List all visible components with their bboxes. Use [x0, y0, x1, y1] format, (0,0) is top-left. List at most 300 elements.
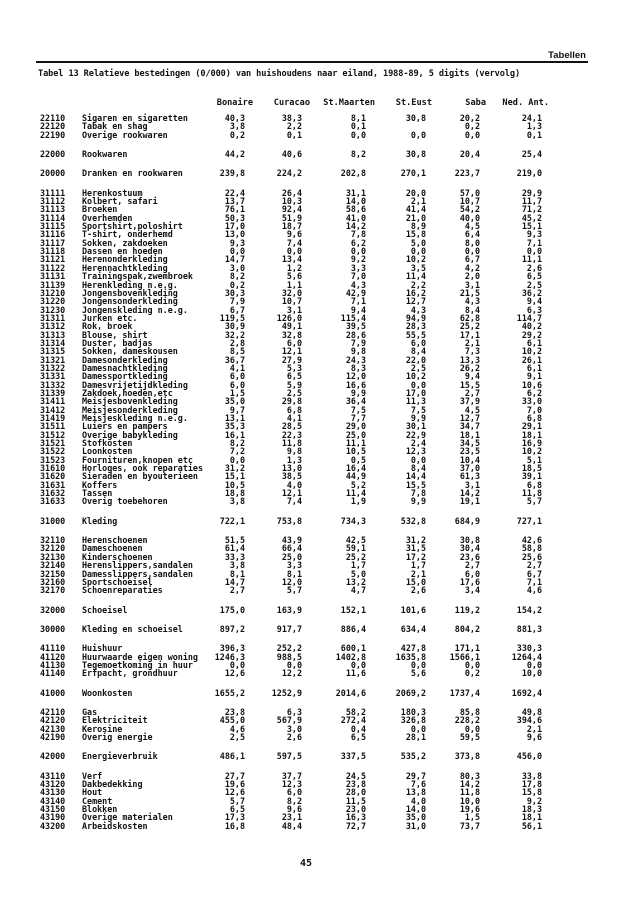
row-value: 26,4 [281, 187, 302, 198]
row-value: 31,2 [405, 535, 426, 546]
row-value: 57,0 [459, 187, 480, 198]
row-value: 9,9 [410, 496, 426, 507]
row-value: 897,2 [219, 623, 245, 634]
row-value: 11,4 [345, 488, 366, 499]
row-label: Arbeidskosten [82, 820, 148, 831]
row-code: 31511 [40, 421, 66, 432]
row-code: 31620 [40, 471, 66, 482]
row-value: 2,7 [464, 387, 480, 398]
row-value: 597,5 [276, 751, 302, 762]
row-label: Huishuur [82, 643, 123, 654]
row-value: 25,2 [345, 551, 366, 562]
row-value: 14,2 [459, 779, 480, 789]
row-value: 29,7 [405, 770, 426, 781]
row-value: 6,0 [410, 337, 426, 348]
row-value: 25,0 [345, 429, 366, 440]
row-value: 30,8 [459, 535, 480, 546]
row-value: 6,4 [464, 229, 480, 240]
row-value: 30,3 [224, 287, 245, 298]
row-value: 15,0 [405, 576, 426, 587]
row-value: 9,6 [286, 229, 302, 240]
row-value: 6,7 [526, 568, 542, 579]
row-value: 20,2 [459, 113, 480, 123]
row-value: 4,1 [286, 413, 302, 423]
row-value: 1692,4 [511, 687, 542, 698]
row-label: Damesvrijetijdkleding [82, 379, 188, 390]
row-value: 126,0 [276, 312, 302, 323]
row-value: 13,2 [345, 576, 366, 587]
row-label: Overhemden [82, 212, 133, 223]
row-value: 12,2 [281, 668, 302, 679]
row-value: 6,3 [286, 706, 302, 717]
row-label: Rok, broek [82, 321, 133, 332]
row-value: 3,0 [286, 723, 302, 734]
row-value: 373,8 [454, 751, 480, 762]
row-value: 19,6 [459, 804, 480, 815]
row-value: 51,5 [224, 535, 245, 546]
row-value: 2,8 [229, 337, 245, 348]
row-value: 28,1 [405, 731, 426, 742]
row-value: 12,6 [224, 668, 245, 679]
row-label: Dranken en rookwaren [82, 168, 183, 179]
row-value: 9,6 [286, 804, 302, 815]
row-value: 0,0 [350, 246, 366, 257]
row-code: 31331 [40, 371, 66, 382]
page-number: 45 [300, 858, 313, 869]
row-value: 17,8 [521, 779, 542, 789]
row-code: 32110 [40, 535, 66, 546]
row-value: 4,3 [410, 304, 426, 315]
row-value: 10,2 [405, 254, 426, 265]
row-value: 6,5 [526, 271, 542, 282]
row-value: 28,5 [281, 421, 302, 432]
row-value: 31,5 [405, 543, 426, 554]
row-code: 31631 [40, 479, 66, 490]
row-value: 12,0 [281, 576, 302, 587]
row-value: 753,8 [276, 515, 302, 526]
row-value: 48,4 [281, 820, 302, 831]
row-code: 22120 [40, 121, 66, 132]
row-code: 32130 [40, 551, 66, 562]
row-value: 18,7 [281, 221, 302, 232]
row-value: 0,0 [526, 659, 542, 670]
row-value: 1,3 [526, 121, 542, 132]
row-label: Overige rookwaren [82, 129, 168, 140]
row-value: 94,9 [405, 312, 426, 323]
table-row [0, 733, 630, 741]
row-value: 3,4 [464, 585, 480, 596]
row-label: Jurken etc. [82, 312, 138, 323]
row-value: 30,4 [459, 543, 480, 554]
row-value: 29,9 [521, 187, 542, 198]
row-value: 684,9 [454, 515, 480, 526]
row-value: 17,2 [405, 551, 426, 562]
row-label: Blouse, shirt [82, 329, 148, 340]
row-code: 43110 [40, 770, 66, 781]
row-label: Kolbert, safari [82, 196, 158, 207]
row-value: 10,2 [405, 371, 426, 382]
row-value: 3,0 [229, 262, 245, 273]
row-value: 14,2 [459, 488, 480, 499]
row-label: Sokken, zakdoeken [82, 237, 168, 248]
row-value: 0,0 [526, 246, 542, 257]
row-value: 17,0 [224, 221, 245, 232]
row-label: Blokken [82, 804, 118, 815]
row-value: 1,5 [464, 812, 480, 823]
row-value: 6,2 [350, 237, 366, 248]
row-value: 12,1 [281, 488, 302, 499]
row-value: 119,5 [219, 312, 245, 323]
row-value: 41,0 [345, 212, 366, 223]
table-row [0, 752, 630, 760]
row-value: 6,5 [229, 804, 245, 815]
row-value: 50,3 [224, 212, 245, 223]
row-value: 13,3 [459, 354, 480, 365]
row-value: 9,7 [229, 404, 245, 415]
row-label: Elektriciteit [82, 715, 148, 726]
row-code: 31522 [40, 446, 66, 457]
row-value: 734,3 [340, 515, 366, 526]
row-label: Meisjeskleding n.e.g. [82, 413, 188, 423]
row-value: 6,0 [286, 337, 302, 348]
row-value: 7,7 [350, 413, 366, 423]
row-value: 272,4 [340, 715, 366, 726]
row-value: 1252,9 [271, 687, 302, 698]
row-value: 30,1 [405, 421, 426, 432]
row-value: 0,2 [464, 668, 480, 679]
row-value: 14,2 [345, 221, 366, 232]
row-value: 10,5 [345, 446, 366, 457]
row-code: 31210 [40, 287, 66, 298]
row-value: 2,7 [464, 560, 480, 571]
row-code: 42110 [40, 706, 66, 717]
row-value: 36,4 [345, 396, 366, 407]
row-value: 38,5 [281, 471, 302, 482]
row-value: 7,0 [350, 271, 366, 282]
row-label: Herennachtkleding [82, 262, 168, 273]
table-row [0, 169, 630, 177]
row-value: 11,8 [281, 438, 302, 449]
row-value: 16,6 [345, 379, 366, 390]
row-value: 22,9 [405, 429, 426, 440]
row-value: 0,0 [229, 454, 245, 465]
row-value: 2,0 [464, 271, 480, 282]
row-value: 12,1 [281, 346, 302, 357]
row-value: 7,8 [410, 488, 426, 499]
row-code: 31332 [40, 379, 66, 390]
row-code: 31131 [40, 271, 66, 282]
row-value: 23,8 [224, 706, 245, 717]
row-value: 2014,6 [335, 687, 366, 698]
row-value: 1,5 [229, 387, 245, 398]
row-value: 8,4 [464, 304, 480, 315]
row-value: 71,2 [521, 204, 542, 215]
row-label: Sokken, dameskousen [82, 346, 178, 357]
row-value: 5,0 [410, 237, 426, 248]
row-label: Herenonderkleding [82, 254, 168, 265]
row-label: Koffers [82, 479, 118, 490]
row-value: 10,3 [281, 196, 302, 207]
row-code: 42000 [40, 751, 66, 762]
row-value: 2,6 [526, 262, 542, 273]
row-value: 3,8 [229, 496, 245, 507]
row-value: 13,8 [405, 787, 426, 798]
row-value: 600,1 [340, 643, 366, 654]
row-value: 532,8 [400, 515, 426, 526]
row-value: 455,0 [219, 715, 245, 726]
row-value: 2,1 [410, 196, 426, 207]
row-value: 5,7 [229, 795, 245, 806]
row-code: 43130 [40, 787, 66, 798]
row-value: 11,1 [345, 438, 366, 449]
row-value: 35,0 [405, 812, 426, 823]
row-value: 5,6 [286, 271, 302, 282]
row-label: Dassen en hoeden [82, 246, 163, 257]
row-value: 224,2 [276, 168, 302, 179]
row-value: 8,1 [229, 568, 245, 579]
row-code: 31411 [40, 396, 66, 407]
row-value: 9,3 [229, 237, 245, 248]
table-row [0, 131, 630, 139]
row-value: 722,1 [219, 515, 245, 526]
row-code: 31116 [40, 229, 66, 240]
column-header-curacao: Curacao [273, 98, 310, 108]
row-label: T-shirt, onderhemd [82, 229, 173, 240]
row-label: Schoeisel [82, 604, 128, 615]
row-value: 40,6 [281, 149, 302, 160]
row-value: 427,8 [400, 643, 426, 654]
row-value: 0,1 [526, 129, 542, 140]
row-value: 0,0 [464, 659, 480, 670]
row-code: 43150 [40, 804, 66, 815]
row-value: 6,8 [526, 479, 542, 490]
row-code: 32170 [40, 585, 66, 596]
row-code: 43140 [40, 795, 66, 806]
row-value: 59,5 [459, 731, 480, 742]
row-value: 4,0 [286, 479, 302, 490]
row-code: 41110 [40, 643, 66, 654]
row-value: 12,6 [224, 787, 245, 798]
row-value: 3,1 [464, 479, 480, 490]
row-value: 29,8 [281, 396, 302, 407]
row-code: 31632 [40, 488, 66, 499]
row-code: 31115 [40, 221, 66, 232]
row-value: 14,4 [405, 471, 426, 482]
row-code: 41140 [40, 668, 66, 679]
row-value: 24,3 [345, 354, 366, 365]
row-label: Gas [82, 706, 98, 717]
row-label: Cement [82, 795, 113, 806]
row-code: 31312 [40, 321, 66, 332]
row-value: 0,0 [464, 246, 480, 257]
row-value: 8,3 [350, 362, 366, 373]
row-label: Tegemoetkoming in huur [82, 659, 193, 670]
row-label: Dakbedekking [82, 779, 143, 789]
row-value: 31,1 [345, 187, 366, 198]
row-code: 31220 [40, 296, 66, 307]
row-value: 0,0 [229, 659, 245, 670]
row-value: 28,6 [345, 329, 366, 340]
row-value: 0,0 [410, 723, 426, 734]
row-label: Erfpacht, grondhuur [82, 668, 178, 679]
section-header: Tabellen [548, 50, 586, 61]
row-value: 7,5 [350, 404, 366, 415]
row-value: 6,1 [526, 362, 542, 373]
row-value: 13,0 [224, 229, 245, 240]
row-value: 14,7 [224, 576, 245, 587]
row-value: 15,1 [224, 471, 245, 482]
row-code: 31121 [40, 254, 66, 265]
row-label: Herenkostuum [82, 187, 143, 198]
row-value: 7,4 [286, 237, 302, 248]
row-value: 0,0 [410, 659, 426, 670]
row-label: Jongensbovenkleding [82, 287, 178, 298]
row-value: 27,7 [224, 770, 245, 781]
row-value: 24,5 [345, 770, 366, 781]
row-label: Overig energie [82, 731, 153, 742]
row-value: 2069,2 [395, 687, 426, 698]
row-value: 11,8 [459, 787, 480, 798]
row-value: 0,0 [350, 659, 366, 670]
row-value: 2,1 [526, 723, 542, 734]
row-label: Energieverbruik [82, 751, 158, 762]
row-value: 8,1 [286, 568, 302, 579]
row-code: 32160 [40, 576, 66, 587]
row-code: 31633 [40, 496, 66, 507]
row-value: 35,3 [224, 421, 245, 432]
row-value: 1655,2 [214, 687, 245, 698]
row-value: 4,5 [464, 221, 480, 232]
row-value: 1,7 [410, 560, 426, 571]
row-value: 4,6 [229, 723, 245, 734]
column-header-ned-ant: Ned. Ant. [502, 98, 549, 108]
row-value: 4,3 [464, 296, 480, 307]
row-value: 9,4 [526, 296, 542, 307]
row-value: 40,0 [459, 212, 480, 223]
row-value: 175,0 [219, 604, 245, 615]
row-value: 26,2 [459, 362, 480, 373]
row-value: 34,5 [459, 438, 480, 449]
row-value: 7,9 [350, 337, 366, 348]
row-value: 25,0 [281, 551, 302, 562]
row-value: 2,2 [286, 121, 302, 132]
row-value: 37,0 [459, 463, 480, 474]
row-value: 6,8 [526, 413, 542, 423]
row-code: 31339 [40, 387, 66, 398]
row-value: 73,7 [459, 820, 480, 831]
row-value: 8,2 [229, 271, 245, 282]
row-value: 55,5 [405, 329, 426, 340]
row-value: 44,9 [345, 471, 366, 482]
row-label: Horloges, ook reparaties [82, 463, 204, 474]
row-value: 12,0 [345, 371, 366, 382]
row-value: 0,0 [229, 246, 245, 257]
row-value: 15,5 [405, 479, 426, 490]
row-value: 4,6 [526, 585, 542, 596]
row-value: 7,6 [410, 779, 426, 789]
row-value: 12,3 [281, 779, 302, 789]
row-label: Loonkosten [82, 446, 133, 457]
row-value: 42,9 [345, 287, 366, 298]
row-value: 17,6 [459, 576, 480, 587]
row-value: 1,1 [286, 279, 302, 290]
row-value: 17,1 [459, 329, 480, 340]
row-label: Trainingspak,zwembroek [82, 271, 193, 282]
row-value: 1,7 [350, 560, 366, 571]
row-value: 20,4 [459, 149, 480, 160]
row-value: 16,2 [405, 287, 426, 298]
row-value: 239,8 [219, 168, 245, 179]
row-value: 9,3 [526, 229, 542, 240]
row-value: 5,7 [526, 496, 542, 507]
row-label: Verf [82, 770, 103, 781]
row-value: 881,3 [516, 623, 542, 634]
row-value: 19,1 [459, 496, 480, 507]
row-label: Tassen [82, 488, 113, 499]
row-value: 0,0 [464, 723, 480, 734]
row-label: Fournituren,knopen etc [82, 454, 193, 465]
table-row [0, 517, 630, 525]
row-value: 917,7 [276, 623, 302, 634]
row-value: 37,7 [281, 770, 302, 781]
row-value: 21,5 [459, 287, 480, 298]
row-code: 31117 [40, 237, 66, 248]
row-value: 15,5 [459, 379, 480, 390]
row-value: 58,6 [345, 204, 366, 215]
row-value: 7,1 [526, 576, 542, 587]
row-value: 40,3 [224, 113, 245, 123]
row-value: 6,0 [464, 568, 480, 579]
row-value: 6,8 [286, 404, 302, 415]
row-value: 3,1 [464, 279, 480, 290]
row-code: 31118 [40, 246, 66, 257]
row-code: 31000 [40, 515, 66, 526]
row-value: 29,0 [345, 421, 366, 432]
table-row [0, 669, 630, 677]
row-value: 11,3 [405, 396, 426, 407]
row-value: 1402,8 [335, 651, 366, 662]
row-code: 22110 [40, 113, 66, 123]
row-value: 29,1 [521, 421, 542, 432]
row-code: 31313 [40, 329, 66, 340]
row-value: 0,0 [410, 454, 426, 465]
row-label: Sportshirt,poloshirt [82, 221, 183, 232]
row-value: 9,9 [350, 387, 366, 398]
row-value: 8,1 [350, 113, 366, 123]
row-value: 32,0 [281, 287, 302, 298]
row-value: 56,1 [521, 820, 542, 831]
row-value: 7,9 [229, 296, 245, 307]
row-label: Woonkosten [82, 687, 133, 698]
column-header-saba: Saba [465, 98, 486, 108]
row-value: 58,8 [521, 543, 542, 554]
row-label: Herenkleding n.e.g. [82, 279, 178, 290]
row-value: 33,0 [521, 396, 542, 407]
row-value: 10,6 [521, 379, 542, 390]
row-value: 8,2 [350, 149, 366, 160]
row-value: 8,4 [410, 346, 426, 357]
row-code: 31523 [40, 454, 66, 465]
row-value: 21,0 [405, 212, 426, 223]
row-code: 31113 [40, 204, 66, 215]
row-value: 31,2 [224, 463, 245, 474]
row-label: Overige materialen [82, 812, 173, 823]
row-value: 32,2 [224, 329, 245, 340]
row-value: 8,5 [229, 346, 245, 357]
row-value: 2,4 [410, 438, 426, 449]
row-value: 42,5 [345, 535, 366, 546]
row-value: 16,3 [345, 812, 366, 823]
